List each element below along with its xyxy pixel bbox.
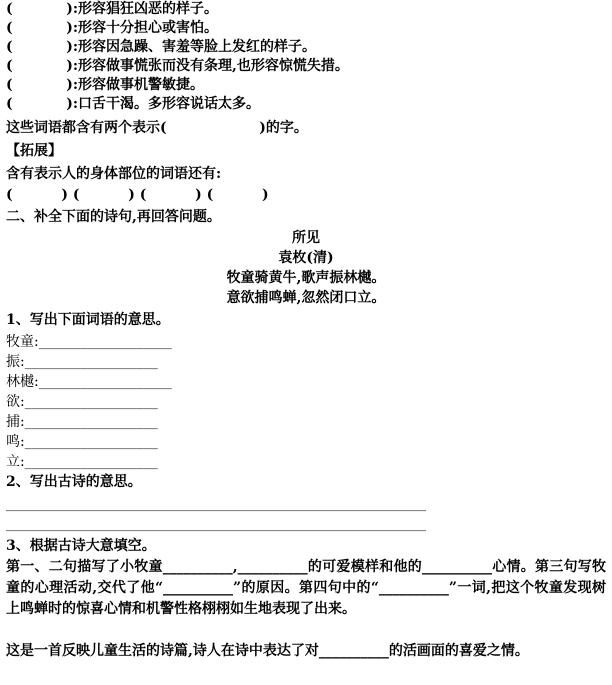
extension-prompt: 含有表示人的身体部位的词语还有:: [6, 166, 222, 182]
blank-definition-6: ( ):口舌干渴。多形容说话太多。: [6, 96, 261, 112]
summary-line: 这些词语都含有两个表示( )的字。: [6, 120, 308, 136]
vocab-item: 林樾:___________________: [6, 374, 172, 390]
blank-definition-5: ( ):形容做事机警敏捷。: [6, 77, 205, 93]
poem-title: 所见: [292, 230, 320, 246]
vocab-item: 振:___________________: [6, 354, 158, 370]
vocab-item: 牧童:___________________: [6, 334, 172, 350]
section-two-heading: 二、补全下面的诗句,再回答问题。: [6, 209, 221, 225]
q1-heading: 1、写出下面词语的意思。: [6, 312, 170, 328]
q2-answer-line-1: ____________________________________________________________: [6, 496, 426, 512]
blank-definition-2: ( ):形容十分担心或害怕。: [6, 20, 219, 36]
poem-line-1: 牧童骑黄牛,歌声振林樾。: [226, 270, 386, 286]
blank-definition-4: ( ):形容做事慌张而没有条理,也形容惊慌失措。: [6, 58, 349, 74]
q3-heading: 3、根据古诗大意填空。: [6, 538, 156, 554]
vocab-item: 立:___________________: [6, 454, 158, 470]
q2-heading: 2、写出古诗的意思。: [6, 474, 142, 490]
blank-definition-1: ( ):形容猖狂凶恶的样子。: [6, 1, 219, 17]
poem-author: 袁枚(清): [278, 250, 334, 266]
vocab-item: 鸣:___________________: [6, 434, 158, 450]
q2-answer-line-2: ____________________________________________________________: [6, 516, 426, 532]
extension-heading: 【拓展】: [6, 143, 62, 159]
poem-line-2: 意欲捕鸣蝉,忽然闭口立。: [226, 290, 386, 306]
q3-paragraph-1: 第一、二句描写了小牧童__________,__________的可爱模样和他的__________心情。第三句写牧童的心理活动,交代了他“__________”的原因。第四句中的“__________”一词,把这个牧童发现树上鸣蝉时的惊喜心情和机警性格栩栩如生地表现了出来。: [6, 559, 606, 617]
extension-blanks: ( ) ( ) ( ) ( ): [6, 187, 269, 203]
vocab-item: 欲:___________________: [6, 394, 158, 410]
vocab-item: 捕:___________________: [6, 414, 158, 430]
blank-definition-3: ( ):形容因急躁、害羞等脸上发红的样子。: [6, 39, 317, 55]
q3-paragraph-2: 这是一首反映儿童生活的诗篇,诗人在诗中表达了对__________的活画面的喜爱之情。: [6, 643, 529, 659]
